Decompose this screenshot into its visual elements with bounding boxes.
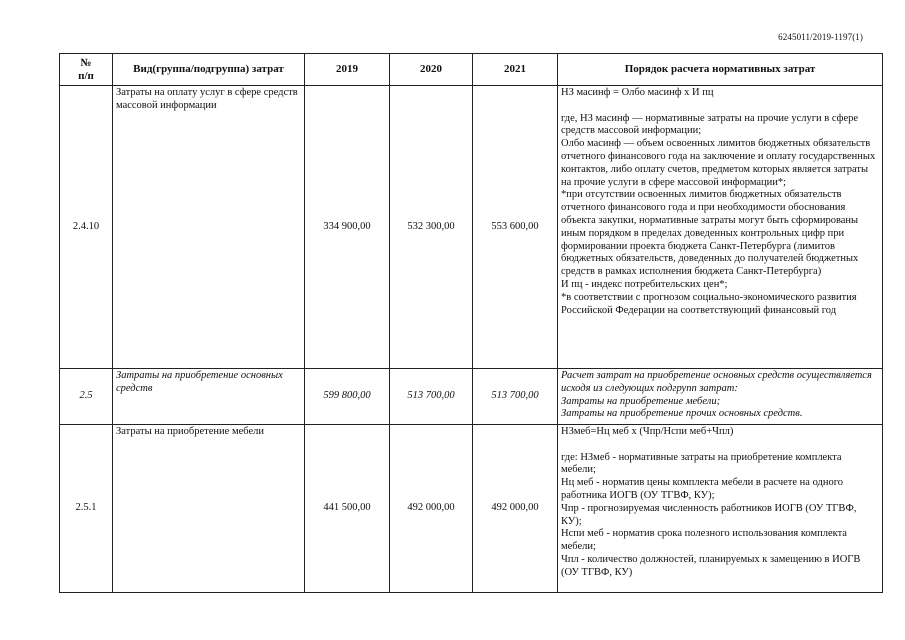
description-line: *при отсутствии освоенных лимитов бюджетных обязательств отчетного финансового года и при необходимости обоснования объекта закупки, нормативные затраты могут быть сформированы иным порядком в пределах доведенных контрольных цифр при формировании проекта бюджета Санкт-Петербурга (лимитов бюджетных обязательств, доведенных до получателей бюджетных средств в рамках исполнения бюджета Санкт-Петербурга) <box>561 189 859 278</box>
description-line: где, НЗ масинф — нормативные затраты на прочие услуги в сфере средств массовой информации; <box>561 112 859 137</box>
description-line: *в соответствии с прогнозом социально-экономического развития Российской Федерации на соответствующий финансовый год <box>561 291 857 316</box>
row-description <box>558 369 883 425</box>
spacer <box>561 100 879 113</box>
table-row <box>60 425 883 593</box>
description-line: И пц - индекс потребительских цен*; <box>561 278 728 290</box>
description-line: Чпл - количество должностей, планируемых к замещению в ИОГВ (ОУ ТГВФ, КУ) <box>561 553 861 578</box>
row-value-2020: 492 000,00 <box>390 425 473 593</box>
header-2020: 2020 <box>390 54 473 86</box>
header-type: Вид(группа/подгруппа) затрат <box>113 54 305 86</box>
row-type: Затраты на приобретение мебели <box>113 425 305 593</box>
table-row <box>60 86 883 369</box>
row-value-2019: 441 500,00 <box>305 425 390 593</box>
description-line: Нц меб - норматив цены комплекта мебели в расчете на одного работника ИОГВ (ОУ ТГВФ, КУ); <box>561 477 844 501</box>
description-line: Затраты на приобретение прочих основных средств. <box>561 408 803 420</box>
description-line: где: НЗмеб - нормативные затраты на приобретение комплекта мебели; <box>561 451 842 476</box>
row-num: 2.5 <box>60 369 113 425</box>
row-value-2021: 492 000,00 <box>473 425 558 593</box>
table-row <box>60 369 883 425</box>
row-value-2021: 513 700,00 <box>473 369 558 425</box>
row-description <box>558 425 883 593</box>
row-value-2020: 532 300,00 <box>390 86 473 369</box>
row-type: Затраты на оплату услуг в сфере средств массовой информации <box>113 86 305 369</box>
row-value-2020: 513 700,00 <box>390 369 473 425</box>
header-2019: 2019 <box>305 54 390 86</box>
description-line: Чпр - прогнозируемая численность работников ИОГВ (ОУ ТГВФ, КУ); <box>561 502 857 527</box>
spacer <box>561 439 879 452</box>
description-line: Нспи меб - норматив срока полезного использования комплекта мебели; <box>561 528 847 553</box>
cost-table <box>59 53 883 593</box>
row-value-2019: 599 800,00 <box>305 369 390 425</box>
description-line: Расчет затрат на приобретение основных средств осуществляется исходя из следующих подгрупп затрат: <box>561 370 872 394</box>
header-order: Порядок расчета нормативных затрат <box>558 54 883 86</box>
formula: НЗ масинф = Олбо масинф х И пц <box>561 87 714 98</box>
row-value-2021: 553 600,00 <box>473 86 558 369</box>
header-2021: 2021 <box>473 54 558 86</box>
table-header-row <box>60 54 883 86</box>
description-line: Затраты на приобретение мебели; <box>561 395 721 407</box>
row-num: 2.4.10 <box>60 86 113 369</box>
row-description <box>558 86 883 369</box>
row-value-2019: 334 900,00 <box>305 86 390 369</box>
description-line: Олбо масинф — объем освоенных лимитов бюджетных обязательств отчетного финансового года на заключение и оплату государственных контактов, либо оплату счетов, предметом которых является затраты на прочие услуги в сфере массовой информации*; <box>561 138 876 188</box>
document-number: 6245011/2019-1197(1) <box>778 32 863 42</box>
formula: НЗмеб=Нц меб х (Чпр/Нспи меб+Чпл) <box>561 426 734 437</box>
row-type: Затраты на приобретение основных средств <box>113 369 305 425</box>
row-num: 2.5.1 <box>60 425 113 593</box>
header-num: № п/п <box>60 54 113 86</box>
